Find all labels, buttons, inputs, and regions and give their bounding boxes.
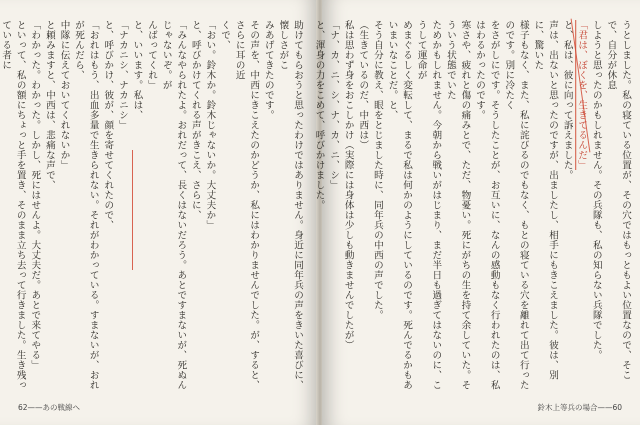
- text-line: その声を、中西にきこえたのかどうか、私にはわかりませんでした。が、すると、さらに耳の近: [233, 20, 260, 390]
- left-page-footer: 62——あの戦線へ: [18, 403, 81, 412]
- text-line: 声は、出ないと思ったのですが、出ましたし、相手にもきこえました。彼は、別に、驚いた: [532, 20, 559, 380]
- text-line: と、呼びかけ、彼が、顔を寄せてくれたので、: [102, 20, 114, 230]
- text-line: 「わかった。わかった。しかし、死にはせんよ。大丈夫だ。あとで来てやる」: [29, 20, 41, 370]
- text-line: と、私は、彼に向って訴えました。: [561, 20, 573, 180]
- text-line: めまぐるしく変転して、まるで私は何かのようにしているのです。死んでるかもあいまいなことだ。と、: [386, 20, 413, 390]
- text-line: と、渾身の力をこめて、呼びかけました。: [313, 20, 325, 210]
- text-line: んばってくれ」: [146, 20, 158, 90]
- text-line: くで、: [219, 20, 231, 50]
- text-line: 中隊に伝えておいてくれないか」: [58, 20, 70, 170]
- text-line: と、呼びかけてくれる声がきこえ、さらに、: [189, 20, 201, 220]
- text-line: ためかもしれません。今朝から戦いがはじまり、まだ半日も過ぎてはないのに、こうして運命が: [415, 20, 442, 390]
- text-line: 「ナカニシ、ナカニシ」: [116, 20, 128, 130]
- text-line: 「君は、ぼくを、生きてるんだ」: [576, 20, 588, 170]
- text-line: しようと思ったのかもしれません。その兵隊も、私の知らない兵隊でした。: [590, 20, 602, 360]
- text-line: といって、私の額にちょっと手を置き、そのまま立ち去って行きました。生き残っている者に: [0, 20, 26, 390]
- right-page-footer: 鈴木上等兵の場合——60: [537, 403, 622, 412]
- text-line: 「ナ、カ、ニ、シ、ナ、カ、ニ、シ」: [328, 20, 340, 190]
- text-line: 様子もなく、また、私に詫びるのでもなく、もとの寝ている穴を離れて出て行ったのです。別に冷たく: [503, 20, 529, 390]
- text-line: と、いいます。私は、: [131, 20, 143, 120]
- red-ink-annotation: [132, 150, 133, 270]
- text-line: 「おれはもう、出血多量で生きられない。それがわかっている。すまないが、おれが死んだら、: [73, 20, 99, 390]
- text-line: みあげてきたのです。: [262, 20, 274, 120]
- left-page-text: [0, 20, 304, 390]
- left-page: [0, 0, 318, 425]
- text-line: 「みんなやられたよ。おれだって、長くはないだろう。あとですまないが、死ぬんじゃないぞ。が: [160, 20, 187, 390]
- text-line: 助けてもらおうと思ったわけではありません。身近に同年兵の声をきいた喜びに、懐しさがこ: [277, 20, 303, 390]
- right-page-text: [313, 20, 632, 390]
- text-line: うとしました。私の寝ている位置が、その穴ではもっともよい位置なので、そこで、自分が休息: [605, 20, 631, 380]
- text-line: と頼みますと、中西は、悲痛な声で、: [43, 20, 55, 190]
- text-line: 寒さや、疲れと傷の痛みとで、ただ、物憂い。死にがちの生を持て余していた。そういう状態でいた: [444, 20, 471, 390]
- right-page: [313, 0, 640, 425]
- text-line: （生きているのだ、中西は）: [357, 20, 369, 150]
- text-line: そう自分に教え、眼をとじました時に、同年兵の中西の声でした。: [371, 20, 383, 320]
- text-line: をさがしにです。そうしたことが、お互いに、なんの感動もなく行われたのは、私はわるかったのです。: [474, 20, 500, 390]
- text-line: 私は思わず身をおこしかけ（実際には身体は少しも動きませんでしたが）: [342, 20, 354, 350]
- text-line: 「おい。鈴木か。鈴木じゃないか。大丈夫か」: [204, 20, 216, 230]
